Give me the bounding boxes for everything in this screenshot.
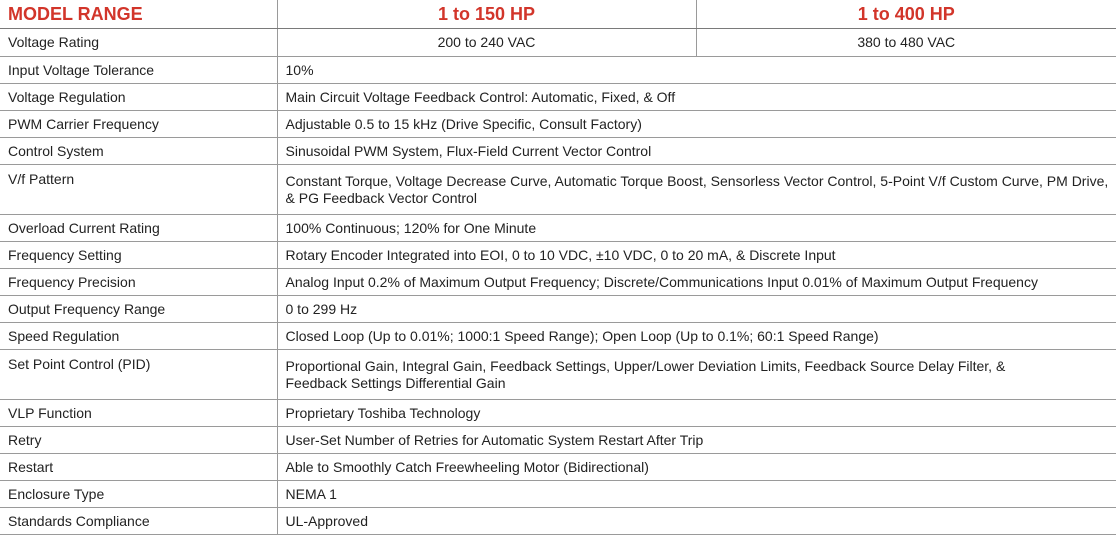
row-label: Speed Regulation [0, 323, 277, 350]
row-label: Frequency Setting [0, 242, 277, 269]
row-value: Proprietary Toshiba Technology [277, 400, 1116, 427]
row-value: Constant Torque, Voltage Decrease Curve, Automatic Torque Boost, Sensorless Vector Control, 5-Point V/f Custom Curve, PM Drive, & PG Feedback Vector Control [277, 165, 1116, 215]
table-row [0, 400, 1116, 427]
row-value: Able to Smoothly Catch Freewheeling Motor (Bidirectional) [277, 454, 1116, 481]
row-label: Retry [0, 427, 277, 454]
col-heading-150hp: 1 to 150 HP [277, 0, 696, 29]
row-value: Main Circuit Voltage Feedback Control: Automatic, Fixed, & Off [277, 84, 1116, 111]
row-value: Closed Loop (Up to 0.01%; 1000:1 Speed Range); Open Loop (Up to 0.1%; 60:1 Speed Range) [277, 323, 1116, 350]
row-label: VLP Function [0, 400, 277, 427]
row-value: Rotary Encoder Integrated into EOI, 0 to 10 VDC, ±10 VDC, 0 to 20 mA, & Discrete Input [277, 242, 1116, 269]
table-row [0, 427, 1116, 454]
row-label: Standards Compliance [0, 508, 277, 535]
row-value: UL-Approved [277, 508, 1116, 535]
header-row [0, 0, 1116, 29]
row-label: Voltage Rating [0, 29, 277, 57]
row-value: Proportional Gain, Integral Gain, Feedback Settings, Upper/Lower Deviation Limits, Feedback Source Delay Filter, & Feedback Settings Differential Gain [277, 350, 1116, 400]
table-row [0, 242, 1116, 269]
row-value: Adjustable 0.5 to 15 kHz (Drive Specific, Consult Factory) [277, 111, 1116, 138]
row-label: PWM Carrier Frequency [0, 111, 277, 138]
table-row [0, 454, 1116, 481]
col-heading-400hp: 1 to 400 HP [696, 0, 1116, 29]
row-value: 0 to 299 Hz [277, 296, 1116, 323]
table-row [0, 323, 1116, 350]
row-value: Sinusoidal PWM System, Flux-Field Current Vector Control [277, 138, 1116, 165]
table-row [0, 165, 1116, 215]
row-value: 10% [277, 57, 1116, 84]
row-label: Output Frequency Range [0, 296, 277, 323]
row-label: Restart [0, 454, 277, 481]
table-row [0, 296, 1116, 323]
row-label: Input Voltage Tolerance [0, 57, 277, 84]
row-value: User-Set Number of Retries for Automatic System Restart After Trip [277, 427, 1116, 454]
table-row [0, 269, 1116, 296]
row-label: Control System [0, 138, 277, 165]
voltage-400hp: 380 to 480 VAC [696, 29, 1116, 57]
row-value: 100% Continuous; 120% for One Minute [277, 215, 1116, 242]
row-label: Enclosure Type [0, 481, 277, 508]
table-row [0, 215, 1116, 242]
row-value: NEMA 1 [277, 481, 1116, 508]
table-row [0, 111, 1116, 138]
table-row [0, 84, 1116, 111]
row-value: Analog Input 0.2% of Maximum Output Frequency; Discrete/Communications Input 0.01% of Maximum Output Frequency [277, 269, 1116, 296]
row-label: Overload Current Rating [0, 215, 277, 242]
row-label: Frequency Precision [0, 269, 277, 296]
table-row [0, 138, 1116, 165]
row-label: V/f Pattern [0, 165, 277, 215]
table-row [0, 481, 1116, 508]
row-label: Set Point Control (PID) [0, 350, 277, 400]
row-label: Voltage Regulation [0, 84, 277, 111]
table-row [0, 29, 1116, 57]
table-row [0, 350, 1116, 400]
table-row [0, 508, 1116, 535]
voltage-150hp: 200 to 240 VAC [277, 29, 696, 57]
model-range-heading: MODEL RANGE [0, 0, 277, 29]
table-row [0, 57, 1116, 84]
